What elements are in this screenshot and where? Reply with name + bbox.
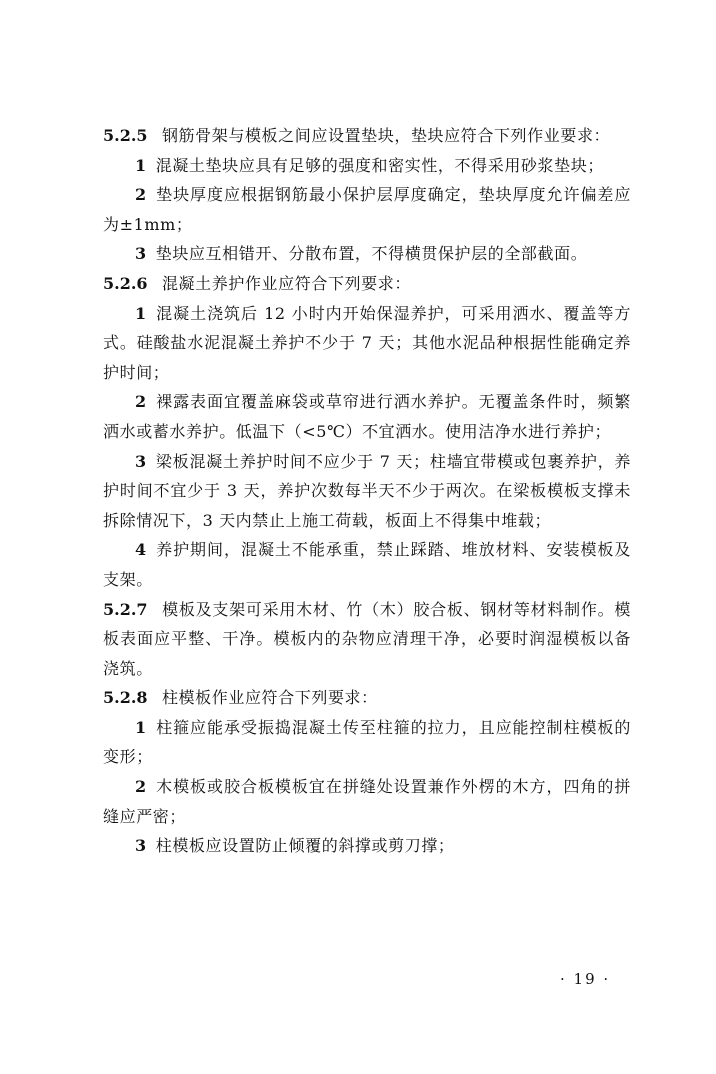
item-2 <box>103 387 631 446</box>
clause-text: 钢筋骨架与模板之间应设置垫块，垫块应符合下列作业要求： <box>161 126 611 145</box>
clause-text: 模板及支架可采用木材、竹（木）胶合板、钢材等材料制作。模板表面应平整、干净。模板内的杂物应清理干净，必要时润湿模板以备浇筑。 <box>103 599 631 678</box>
item-1 <box>103 151 631 181</box>
item-number: 2 <box>135 777 147 797</box>
item-3 <box>103 239 631 269</box>
item-text: 裸露表面宜覆盖麻袋或草帘进行洒水养护。无覆盖条件时，频繁洒水或蓄水养护。低温下（<5℃）不宜洒水。使用洁净水进行养护； <box>103 392 631 441</box>
item-3 <box>103 831 631 861</box>
page-number: · 19 · <box>560 970 611 988</box>
item-text: 木模板或胶合板模板宜在拼缝处设置兼作外楞的木方，四角的拼缝应严密； <box>103 777 631 826</box>
clause-5-2-7 <box>103 595 631 684</box>
item-number: 3 <box>135 451 147 471</box>
clause-number: 5.2.8 <box>103 688 148 708</box>
clause-number: 5.2.7 <box>103 599 148 619</box>
item-text: 混凝土浇筑后 12 小时内开始保湿养护，可采用洒水、覆盖等方式。硅酸盐水泥混凝土养护不少于 7 天；其他水泥品种根据性能确定养护时间； <box>103 303 631 382</box>
item-number: 3 <box>135 244 147 264</box>
item-text: 混凝土垫块应具有足够的强度和密实性，不得采用砂浆垫块； <box>155 155 604 175</box>
document-body <box>103 121 631 861</box>
clause-text: 柱模板作业应符合下列要求： <box>161 688 378 708</box>
item-number: 3 <box>135 836 147 856</box>
item-text: 垫块厚度应根据钢筋最小保护层厚度确定，垫块厚度允许偏差应为±1mm； <box>103 185 631 234</box>
item-number: 1 <box>135 303 147 323</box>
item-number: 1 <box>135 717 147 737</box>
item-1 <box>103 713 631 772</box>
item-number: 2 <box>135 392 147 412</box>
clause-5-2-6 <box>103 269 631 299</box>
item-number: 1 <box>135 155 147 175</box>
item-number: 2 <box>135 185 147 205</box>
clause-number: 5.2.5 <box>103 126 148 145</box>
clause-number: 5.2.6 <box>103 273 148 293</box>
item-text: 柱箍应能承受振捣混凝土传至柱箍的拉力，且应能控制柱模板的变形； <box>103 717 631 767</box>
item-text: 柱模板应设置防止倾覆的斜撑或剪刀撑； <box>155 836 455 856</box>
item-1 <box>103 299 631 388</box>
item-number: 4 <box>135 540 147 560</box>
item-3 <box>103 447 631 536</box>
clause-text: 混凝土养护作业应符合下列要求： <box>161 273 411 293</box>
item-text: 垫块应互相错开、分散布置，不得横贯保护层的全部截面。 <box>155 244 588 264</box>
item-4 <box>103 535 631 594</box>
clause-5-2-8 <box>103 683 631 713</box>
item-text: 梁板混凝土养护时间不应少于 7 天；柱墙宜带模或包裹养护，养护时间不宜少于 3 天，养护次数每半天不少于两次。在梁板模板支撑未拆除情况下，3 天内禁止上施工荷载，板面上不得集中堆载； <box>103 451 631 530</box>
item-2 <box>103 180 631 239</box>
item-text: 养护期间，混凝土不能承重，禁止踩踏、堆放材料、安装模板及支架。 <box>103 540 631 589</box>
item-2 <box>103 772 631 831</box>
clause-5-2-5 <box>103 121 631 151</box>
